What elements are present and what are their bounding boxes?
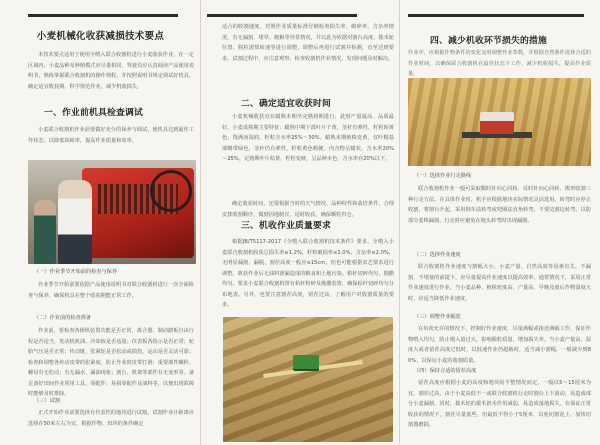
section-2-paragraph-1: 小麦机械收获宜在蜡熟末期至完熟初期进行，此时产量最高、品质最好。小麦成熟期主要特征：蜡熟中期下部叶片干黄，茎秆有弹性，籽粒转黄色，饱满而湿润，籽粒含水率25%～30%。蜡熟末期植株变黄，仅叶鞘基部略带绿色，茎秆仍有弹性，籽粒黄色稍硬，内含物呈蜡状，含水率20%～25%。完熟期叶片枯黄，籽粒变硬，呈品种本色，含水率在20%以下。 bbox=[222, 114, 394, 162]
sub-heading-1-2: （二）作业前的检查准备 bbox=[34, 315, 92, 321]
top-rule bbox=[408, 14, 584, 17]
column-3 bbox=[400, 0, 600, 445]
green-combine-harvester bbox=[293, 355, 319, 369]
section-3-paragraph: 根据JB/T5117-2017《全喂入联合收割机技术条件》要求，全喂入小麦联合收割机收获总损失率≤1.2%，籽粒破损率≤1.0%，含杂率≤2.0%，无明显漏割、漏脱，割茬高度一般应≤15cm，但也可能根据农艺要求进行调整。收获作业后无油料泄漏造成的粮食和土地污染。秸秆切碎均匀，抛撒均匀。要求小麦联合收割机带有秸秆粉碎及抛撒装置，确保秸秆切碎均匀分布地表。另外，也要注意割茬高度，留茬过高，了解用户对收割质量的要求。 bbox=[222, 239, 394, 308]
sub-heading-4-4: （四）保持合适的留茬高度 bbox=[414, 368, 477, 374]
column-1 bbox=[0, 0, 201, 445]
sub-heading-4-1: （一）选择作业行走路线 bbox=[414, 173, 472, 179]
main-title: 小麦机械化收获减损技术要点 bbox=[36, 31, 165, 42]
section-1-heading: 一、作业前机具检查调试 bbox=[44, 108, 143, 118]
section-3-heading: 三、机收作业质量要求 bbox=[241, 221, 331, 231]
sub-heading-1-3: （三）试割 bbox=[34, 398, 60, 404]
mechanic-person-shape bbox=[58, 180, 92, 264]
mechanic-photo bbox=[28, 160, 196, 264]
paragraph-1-2: 作业前，要检查各操纵装置功能是否正常，离合器、制动踏板自由行程是否适当，发动机机油、冷却液是否适量；仪表板各指示是否正常；轮胎气压是否正常；传动链、张紧轮是否松动或损伤，运动是否灵活可靠；检查和调整各传动皮带的张紧度，防止作业时皮带打滑；重要部件螺栓、螺母有无松动；有无漏水、漏油现象；割台、机架等部件有无变形等。备足备好田间作业常用工具、零配件、易损零配件及油料等，以便出现故障时能够及时排除。 bbox=[28, 328, 194, 396]
section-4-intro: 作业中，应根据作物条件的变化及时调整作业参数，并根据自然条件选择合适的作业时间，以确保联合收割机在最佳状态下工作，减少机收损失，提高作业质量。 bbox=[408, 50, 591, 77]
field-stripes bbox=[223, 317, 393, 442]
section-2-heading: 二、确定适宜收获时间 bbox=[241, 99, 331, 109]
paragraph-4-3: 在负荷允许的情况下，控制好作业速度，尽量满幅或接近满幅工作，保证作物喂入均匀，防止喂入量过大，影响脱粒质量，增加损失率。当小麦产量高、湿度大或者留茬高度过低时，以低速作业仍超载时，适当减小割幅，一般减少到80%，以保证小麦的收割质量。 bbox=[408, 326, 591, 364]
continued-paragraph: 适合的收割速度，对照作业质量标准仔细检查损失率、破碎率、含杂率情况，有无漏割、堵草、跑粮等异常情况，并以此为依据对割台高度、拨禾轮位置、脱粒滚筒转速等进行调整，调整后再进行试割并检测，直至达到要求。试割过程中，应注意观察、检查收割机作业情况，发现问题及时解决。 bbox=[222, 24, 394, 62]
paragraph-4-4: 留茬高度应根据小麦的高度和地块的平整情况而定，一般以5～15厘米为宜。割茬过高，由于小麦高低不一或联合收割机行走时割台上下波动，易造成部分小麦漏割，同时，拨禾轮的拨禾推禾作用减弱，易造成落地损失。在保证正常收获的情况下，割茬尽量低些，但最低不得小于5厘米，以免切割泥土，加快切割器磨损。 bbox=[408, 380, 591, 428]
paragraph-1-3: 正式开始作业前要选择有代表性的地块进行试割。试割作业计距离应选择在50米左右为宜，根据作物、田块的条件确定 bbox=[28, 410, 194, 427]
sub-heading-1-1: （一）作业季节开始前的检查与保养 bbox=[34, 269, 118, 275]
belt-wheel-shape bbox=[150, 170, 192, 212]
paragraph-4-1: 联合收割机作业一般可采取顺时针向心回转、反时针向心回转、梭形收割三种行走方法。在具体作业时，机手应根据地块实际情况灵活选用。转弯时应停止收割，将割台升起，采用倒车法转弯或兜圈法直角转弯，不要边割边转弯，以防部分麦株漏割。行走时应避免在地头转弯时出现漏割。 bbox=[408, 186, 591, 224]
section-4-heading: 四、减少机收环节损失的措施 bbox=[430, 36, 547, 46]
paragraph-4-2: 联合收割机作业速度与割幅大小、小麦产量、自然高度等因素有关。不漏割、不堵塞的前提下，应尽量提高作业速度以提高效率。通常情况下，采用正常作业速度进行作业，当小麦品种、植株密度高、产量高、早晚及雨后作物湿度大时，应适当降低作业速度。 bbox=[408, 264, 591, 302]
top-rule bbox=[207, 14, 357, 17]
section-1-paragraph: 小麦联合收割机作业前要做好充分的保养与调试，使机具达到最佳工作状态，以降低故障率，提高作业质量和效率。 bbox=[28, 127, 194, 144]
sub-heading-4-3: （三）调整作业幅宽 bbox=[414, 314, 461, 320]
top-rule bbox=[28, 14, 178, 17]
intro-paragraph: 本技术要点适用于使用全喂入联合收割机进行小麦收获作业，在一定区域内，小麦品种及种植模式应尽量相同，驾驶员应认真阅读产品使用说明书，熟练掌握联合收割机的操作规程，并按照说明书规定调试好机具，确定适宜收获期，科学规范作业，减少机收损失。 bbox=[28, 52, 194, 90]
section-2-paragraph-2: 确定收获时间，还要根据当时的天气情况、品种特性和栽培条件，合理安排收割顺序，做到因地制宜、适时收获，确保颗粒归仓。 bbox=[222, 201, 394, 218]
field-harvest-photo bbox=[223, 317, 393, 442]
paragraph-1-1: 作业季节开始前要依据产品使用说明书对联合收割机进行一次全面检查与保养，确保机具在整个收获期能正常工作。 bbox=[28, 282, 194, 299]
combine-harvester-photo bbox=[408, 78, 591, 166]
sub-heading-4-2: （二）选择作业速度 bbox=[414, 252, 461, 258]
person-shape bbox=[34, 200, 56, 264]
red-combine-harvester bbox=[480, 112, 514, 134]
